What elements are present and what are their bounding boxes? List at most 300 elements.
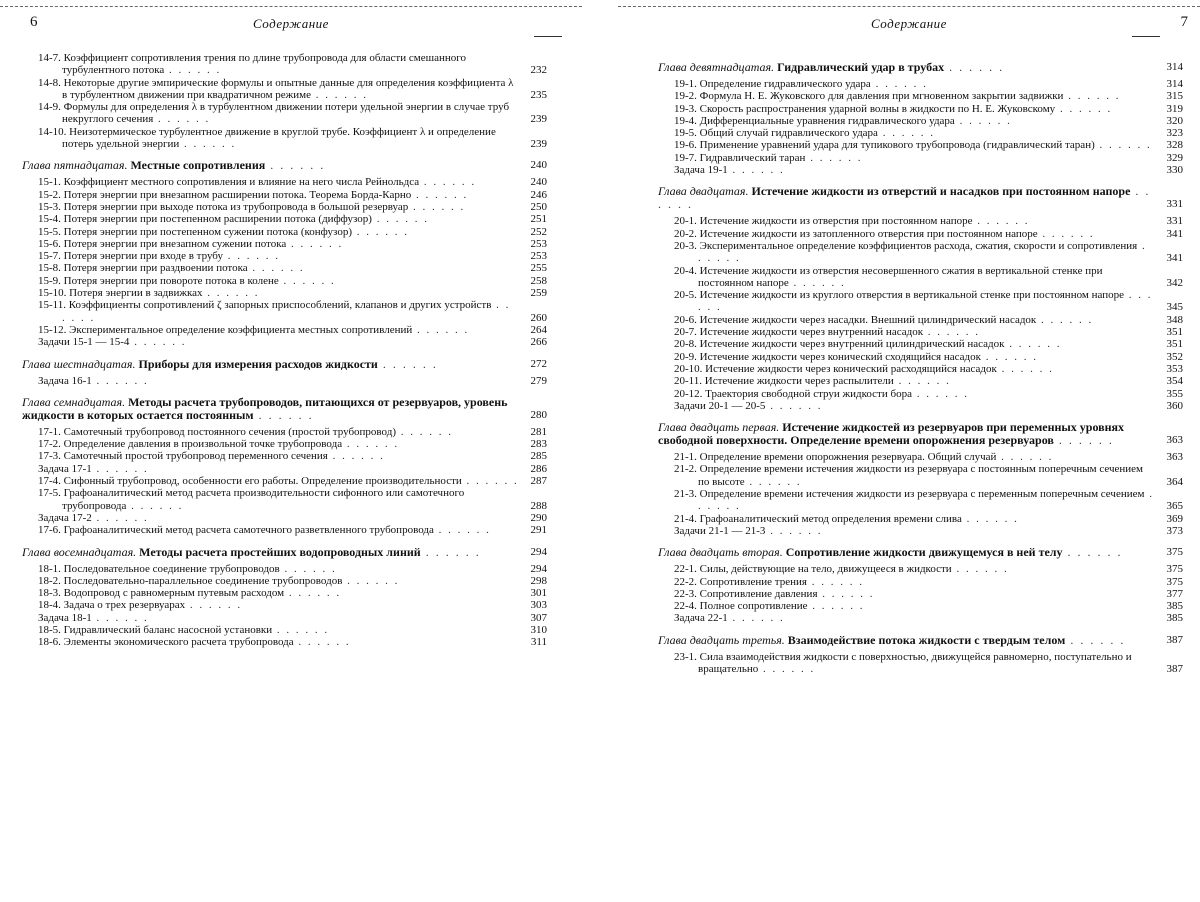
- section-number: 17-6.: [38, 524, 61, 537]
- section-title: Формула Н. Е. Жуковского для давления при мгновенном закрытии задвижки: [699, 90, 1064, 103]
- chapter-heading[interactable]: [658, 634, 1183, 647]
- toc-entry[interactable]: [22, 213, 547, 225]
- task-entry[interactable]: [658, 612, 1183, 624]
- section-title: Коэффициент сопротивления трения по длине трубопровода для области смешанного турбулентного потока: [62, 52, 466, 77]
- section-number: 15-8.: [38, 262, 61, 275]
- chapter-heading[interactable]: [22, 358, 547, 371]
- section-number: 18-4.: [38, 599, 61, 612]
- toc-page-number: 364: [1166, 475, 1183, 488]
- toc-page-number: 353: [1166, 362, 1183, 375]
- toc-page-number: 294: [530, 562, 547, 575]
- chapter-label: Глава пятнадцатая.: [22, 158, 128, 173]
- toc-entry[interactable]: [658, 513, 1183, 525]
- toc-page-number: 320: [1166, 114, 1183, 127]
- toc-entry[interactable]: [658, 152, 1183, 164]
- section-number: 20-9.: [674, 350, 697, 363]
- section-number: 19-3.: [674, 102, 697, 115]
- section-title: Элементы экономического расчета трубопровода: [63, 636, 294, 649]
- leader-dots: . . . . . .: [727, 612, 785, 625]
- toc-page-number: 283: [530, 438, 547, 451]
- section-title: Общий случай гидравлического удара: [699, 127, 878, 140]
- toc-entry[interactable]: [658, 338, 1183, 350]
- section-number: 19-6.: [674, 139, 697, 152]
- chapter-heading[interactable]: [658, 61, 1183, 74]
- toc-entry[interactable]: [22, 275, 547, 287]
- toc-entry[interactable]: [22, 250, 547, 262]
- toc-entry[interactable]: [658, 588, 1183, 600]
- leader-dots: . . . . . .: [658, 184, 1151, 212]
- toc-entry[interactable]: [22, 636, 547, 648]
- section-title: Потеря энергии при постепенном расширении потока (диффузор): [63, 213, 372, 226]
- toc-entry[interactable]: [658, 228, 1183, 240]
- section-number: 21-4.: [674, 512, 697, 525]
- section-number: 19-2.: [674, 90, 697, 103]
- toc-entry[interactable]: [22, 487, 547, 512]
- task-title: Задача 18-1: [38, 611, 92, 624]
- section-title: Применение уравнений удара для тупикового трубопровода (гидравлический таран): [699, 139, 1095, 152]
- section-title: Истечение жидкости через внутренний насадок: [699, 326, 924, 339]
- toc-entry[interactable]: [22, 324, 547, 336]
- toc-page-number: 363: [1166, 434, 1183, 447]
- section-title: Задача о трех резервуарах: [63, 599, 186, 612]
- toc-entry[interactable]: [658, 363, 1183, 375]
- section-title: Неизотермическое турбулентное движение в круглой трубе. Коэффициент λ и определение потерь удельной энергии: [62, 125, 496, 151]
- section-number: 20-4.: [674, 264, 697, 277]
- toc-page-number: 354: [1166, 375, 1183, 388]
- toc-entry[interactable]: [22, 189, 547, 201]
- section-title: Потеря энергии в задвижках: [69, 287, 203, 300]
- section-number: 15-11.: [38, 299, 67, 312]
- toc-page-number: 331: [1166, 198, 1183, 211]
- toc-entry[interactable]: [658, 651, 1183, 676]
- chapter-heading[interactable]: [22, 546, 547, 559]
- toc-list-right: [658, 52, 1183, 675]
- toc-entry[interactable]: [22, 226, 547, 238]
- leader-dots: . . . . . .: [278, 274, 336, 287]
- task-entry[interactable]: [658, 525, 1183, 537]
- toc-entry[interactable]: [658, 351, 1183, 363]
- leader-dots: . . . . . .: [272, 623, 330, 636]
- toc-page-number: 363: [1166, 451, 1183, 464]
- toc-entry[interactable]: [658, 103, 1183, 115]
- leader-dots: . . . . . .: [805, 151, 863, 164]
- toc-entry[interactable]: [22, 287, 547, 299]
- header-mark: [534, 36, 562, 37]
- toc-entry[interactable]: [22, 299, 547, 324]
- section-title: Последовательное соединение трубопроводов: [63, 562, 280, 575]
- page-number: 6: [30, 14, 38, 30]
- section-number: 18-3.: [38, 587, 61, 600]
- section-title: Графоаналитический метод расчета производительности сифонного или самотечного трубопровода: [62, 487, 465, 512]
- toc-page-number: 298: [530, 574, 547, 587]
- task-entry[interactable]: [22, 463, 547, 475]
- leader-dots: . . . . . .: [954, 114, 1012, 127]
- section-number: 19-4.: [674, 114, 697, 127]
- toc-entry[interactable]: [22, 77, 547, 102]
- section-number: 18-2.: [38, 574, 61, 587]
- toc-page-number: 255: [530, 262, 547, 275]
- section-title: Водопровод с равномерным путевым расходом: [63, 587, 285, 600]
- section-title: Полное сопротивление: [699, 600, 808, 613]
- toc-entry[interactable]: [658, 115, 1183, 127]
- section-number: 15-4.: [38, 213, 61, 226]
- chapter-title: Приборы для измерения расходов жидкости: [138, 356, 378, 371]
- toc-entry[interactable]: [658, 78, 1183, 90]
- toc-entry[interactable]: [22, 587, 547, 599]
- task-title: Задачи 15-1 — 15-4: [38, 336, 130, 349]
- section-number: 19-7.: [674, 151, 697, 164]
- task-title: Задачи 21-1 — 21-3: [674, 524, 766, 537]
- leader-dots: . . . . . .: [727, 164, 785, 177]
- toc-entry[interactable]: [658, 314, 1183, 326]
- leader-dots: . . . . . .: [327, 450, 385, 463]
- toc-page-number: 323: [1166, 127, 1183, 140]
- section-number: 15-7.: [38, 250, 61, 263]
- toc-page-number: 328: [1166, 139, 1183, 152]
- toc-page-number: 314: [1166, 78, 1183, 90]
- section-number: 20-2.: [674, 227, 697, 240]
- leader-dots: . . . . . .: [222, 250, 280, 263]
- leader-dots: . . . . . .: [164, 64, 222, 77]
- toc-entry[interactable]: [658, 265, 1183, 290]
- toc-page-number: 240: [530, 176, 547, 189]
- section-title: Сила взаимодействия жидкости с поверхностью, движущейся равномерно, поступательно и вращательно: [698, 650, 1132, 675]
- left-page: [0, 0, 582, 902]
- section-title: Истечение жидкости через внутренний цилиндрический насадок: [699, 338, 1005, 351]
- toc-page-number: 369: [1166, 512, 1183, 525]
- toc-page-number: 280: [530, 408, 547, 421]
- toc-entry[interactable]: [22, 238, 547, 250]
- toc-entry[interactable]: [658, 600, 1183, 612]
- leader-dots: . . . . . .: [396, 425, 453, 438]
- leader-dots: . . . . . .: [185, 599, 243, 612]
- toc-page-number: 303: [530, 599, 547, 612]
- leader-dots: . . . . . .: [1004, 338, 1062, 351]
- toc-page-number: 342: [1166, 276, 1183, 289]
- toc-page-number: 314: [1166, 61, 1183, 73]
- toc-page-number: 375: [1166, 546, 1183, 559]
- leader-dots: . . . . . .: [129, 336, 187, 349]
- section-number: 22-3.: [674, 587, 697, 600]
- toc-page-number: 311: [530, 636, 547, 649]
- section-title: Коэффициенты сопротивлений ζ запорных приспособлений, клапанов и других устройств: [68, 299, 492, 312]
- toc-entry[interactable]: [658, 289, 1183, 314]
- chapter-heading[interactable]: [658, 185, 1183, 211]
- leader-dots: . . . . . .: [806, 575, 864, 588]
- leader-dots: . . . . . .: [1037, 227, 1095, 240]
- toc-list-left: [22, 52, 547, 649]
- toc-entry[interactable]: [658, 576, 1183, 588]
- toc-page-number: 352: [1166, 350, 1183, 363]
- leader-dots: . . . . . .: [461, 475, 519, 488]
- toc-page-number: 348: [1166, 313, 1183, 326]
- toc-page-number: 291: [530, 524, 547, 537]
- leader-dots: . . . . . .: [996, 362, 1054, 375]
- chapter-title: Истечение жидкости из отверстий и насадков при постоянном напоре: [751, 184, 1131, 199]
- toc-page-number: 387: [1166, 633, 1183, 646]
- toc-entry[interactable]: [658, 326, 1183, 338]
- task-entry[interactable]: [658, 400, 1183, 412]
- toc-entry[interactable]: [658, 90, 1183, 102]
- toc-entry[interactable]: [22, 438, 547, 450]
- toc-page-number: 355: [1166, 387, 1183, 400]
- toc-page-number: 310: [530, 623, 547, 636]
- toc-page-number: 266: [530, 336, 547, 349]
- section-title: Графоаналитический метод расчета самотечного разветвленного трубопровода: [63, 524, 434, 537]
- chapter-title: Взаимодействие потока жидкости с твердым телом: [787, 632, 1066, 647]
- leader-dots: . . . . . .: [179, 138, 237, 151]
- toc-page-number: 341: [1166, 252, 1183, 265]
- task-entry[interactable]: [22, 375, 547, 387]
- toc-entry[interactable]: [22, 475, 547, 487]
- leader-dots: . . . . . .: [377, 356, 438, 371]
- section-number: 15-10.: [38, 287, 67, 300]
- section-number: 20-6.: [674, 313, 697, 326]
- running-header: [0, 14, 582, 36]
- toc-page-number: 341: [1166, 227, 1183, 240]
- section-number: 14-9.: [38, 101, 61, 114]
- leader-dots: . . . . . .: [202, 287, 260, 300]
- section-title: Потеря энергии при внезапном сужении потока: [63, 237, 287, 250]
- section-number: 18-5.: [38, 623, 61, 636]
- toc-page-number: 351: [1166, 338, 1183, 351]
- section-number: 22-1.: [674, 563, 697, 576]
- chapter-heading[interactable]: [22, 396, 547, 422]
- toc-page-number: 286: [530, 462, 547, 475]
- leader-dots: . . . . . .: [765, 524, 823, 537]
- leader-dots: . . . . . .: [1053, 433, 1114, 448]
- section-number: 15-3.: [38, 200, 61, 213]
- right-page: [618, 0, 1200, 902]
- leader-dots: . . . . . .: [807, 600, 865, 613]
- leader-dots: . . . . . .: [247, 262, 305, 275]
- toc-entry[interactable]: [658, 240, 1183, 265]
- toc-page-number: 387: [1166, 662, 1183, 675]
- leader-dots: . . . . . .: [279, 562, 337, 575]
- section-number: 22-2.: [674, 575, 697, 588]
- leader-dots: . . . . . .: [698, 239, 1147, 265]
- task-title: Задача 17-1: [38, 462, 92, 475]
- leader-dots: . . . . . .: [411, 188, 469, 201]
- leader-dots: . . . . . .: [698, 488, 1154, 513]
- section-title: Потеря энергии при постепенном сужении потока (конфузор): [63, 225, 352, 238]
- chapter-label: Глава восемнадцатая.: [22, 544, 137, 559]
- chapter-title: Сопротивление жидкости движущемуся в ней телу: [785, 545, 1063, 560]
- running-header: [618, 14, 1200, 36]
- section-number: 21-2.: [674, 463, 697, 476]
- toc-entry[interactable]: [22, 201, 547, 213]
- toc-entry[interactable]: [658, 463, 1183, 488]
- chapter-heading[interactable]: [658, 421, 1183, 447]
- section-title: Формулы для определения λ в турбулентном движении потери удельной энергии в случае труб некруглого сечения: [62, 101, 510, 126]
- task-title: Задача 22-1: [674, 612, 728, 625]
- section-title: Потеря энергии при повороте потока в колене: [63, 274, 279, 287]
- toc-page-number: 385: [1166, 600, 1183, 613]
- section-title: Потеря энергии при раздвоении потока: [63, 262, 248, 275]
- leader-dots: . . . . . .: [1063, 90, 1121, 103]
- section-title: Потеря энергии при входе в трубу: [63, 250, 223, 263]
- section-title: Гидравлический баланс насосной установки: [63, 623, 273, 636]
- section-title: Истечение жидкости через распылители: [704, 375, 894, 388]
- chapter-label: Глава девятнадцатая.: [658, 60, 775, 74]
- leader-dots: . . . . . .: [1055, 102, 1113, 115]
- toc-entry[interactable]: [658, 563, 1183, 575]
- chapter-title: Методы расчета трубопроводов, питающихся от резервуаров, уровень жидкости в которых остается постоянным: [22, 394, 508, 422]
- toc-entry[interactable]: [22, 450, 547, 462]
- task-title: Задача 16-1: [38, 374, 92, 387]
- section-title: Экспериментальное определение коэффициентов расхода, сжатия, скорости и сопротивления: [699, 239, 1138, 252]
- toc-page-number: 294: [530, 545, 547, 558]
- section-number: 20-11.: [674, 375, 703, 388]
- toc-page-number: 259: [530, 287, 547, 300]
- leader-dots: . . . . . .: [371, 213, 429, 226]
- toc-page-number: 301: [530, 587, 547, 600]
- top-rule: [618, 6, 1200, 7]
- toc-page-number: 331: [1166, 215, 1183, 228]
- toc-entry[interactable]: [658, 451, 1183, 463]
- leader-dots: . . . . . .: [342, 574, 400, 587]
- section-title: Истечение жидкости через конический сходящийся насадок: [699, 350, 981, 363]
- section-number: 19-5.: [674, 127, 697, 140]
- leader-dots: . . . . . .: [351, 225, 409, 238]
- toc-entry[interactable]: [22, 599, 547, 611]
- toc-entry[interactable]: [658, 388, 1183, 400]
- section-number: 18-6.: [38, 636, 61, 649]
- leader-dots: . . . . . .: [911, 387, 969, 400]
- toc-page-number: 285: [530, 450, 547, 463]
- leader-dots: . . . . . .: [788, 276, 846, 289]
- section-number: 14-10.: [38, 125, 67, 138]
- leader-dots: . . . . . .: [419, 176, 477, 189]
- toc-page-number: 315: [1166, 90, 1183, 103]
- section-title: Истечение жидкости из круглого отверстия в вертикальной стенке при постоянном напоре: [699, 289, 1124, 302]
- leader-dots: . . . . . .: [980, 350, 1038, 363]
- toc-entry[interactable]: [658, 375, 1183, 387]
- task-entry[interactable]: [22, 336, 547, 348]
- toc-entry[interactable]: [658, 488, 1183, 513]
- toc-entry[interactable]: [22, 176, 547, 188]
- toc-entry[interactable]: [22, 126, 547, 151]
- section-number: 17-1.: [38, 425, 61, 438]
- toc-entry[interactable]: [22, 624, 547, 636]
- leader-dots: . . . . . .: [126, 499, 184, 512]
- toc-page-number: 232: [530, 64, 547, 77]
- toc-page-number: 365: [1166, 500, 1183, 513]
- leader-dots: . . . . . .: [698, 289, 1153, 314]
- section-number: 15-5.: [38, 225, 61, 238]
- leader-dots: . . . . . .: [433, 524, 491, 537]
- chapter-heading[interactable]: [22, 159, 547, 172]
- page-number: 7: [1180, 14, 1188, 30]
- leader-dots: . . . . . .: [153, 113, 211, 126]
- toc-page-number: 329: [1166, 151, 1183, 164]
- section-number: 14-8.: [38, 76, 61, 89]
- toc-page-number: 290: [530, 511, 547, 524]
- toc-page-number: 250: [530, 200, 547, 213]
- section-title: Некоторые другие эмпирические формулы и опытные данные для определения коэффициента λ в турбулентном движении при квадратичном режиме: [62, 76, 514, 101]
- section-title: Самотечный простой трубопровод переменного сечения: [63, 450, 328, 463]
- section-number: 17-4.: [38, 475, 61, 488]
- toc-page-number: 258: [530, 274, 547, 287]
- toc-page-number: 330: [1166, 164, 1183, 177]
- toc-entry[interactable]: [22, 101, 547, 126]
- section-title: Определение давления в произвольной точке трубопровода: [63, 438, 343, 451]
- toc-page-number: 287: [530, 475, 547, 488]
- section-number: 20-1.: [674, 215, 697, 228]
- section-number: 21-3.: [674, 488, 697, 501]
- section-title: Истечение жидкости через насадки. Внешний цилиндрический насадок: [699, 313, 1037, 326]
- leader-dots: . . . . . .: [923, 326, 981, 339]
- toc-page-number: 307: [530, 611, 547, 624]
- section-title: Истечение жидкости через конический расходящийся насадок: [705, 362, 997, 375]
- toc-entry[interactable]: [658, 139, 1183, 151]
- section-title: Истечение жидкости из затопленного отверстия при постоянном напоре: [699, 227, 1038, 240]
- toc-entry[interactable]: [658, 215, 1183, 227]
- task-entry[interactable]: [658, 164, 1183, 176]
- chapter-label: Глава двадцать третья.: [658, 632, 785, 647]
- leader-dots: . . . . . .: [817, 587, 875, 600]
- section-number: 15-2.: [38, 188, 61, 201]
- section-title: Определение времени истечения жидкости из резервуара с переменным поперечным сечением: [699, 488, 1145, 501]
- leader-dots: . . . . . .: [951, 563, 1009, 576]
- toc-page-number: 260: [530, 311, 547, 324]
- leader-dots: . . . . . .: [342, 438, 400, 451]
- toc-entry[interactable]: [22, 262, 547, 274]
- leader-dots: . . . . . .: [944, 60, 1005, 74]
- leader-dots: . . . . . .: [877, 127, 935, 140]
- toc-page-number: 319: [1166, 102, 1183, 115]
- section-number: 15-1.: [38, 176, 61, 189]
- section-title: Сифонный трубопровод, особенности его работы. Определение производительности: [63, 475, 462, 488]
- toc-page-number: 375: [1166, 563, 1183, 576]
- chapter-label: Глава двадцать первая.: [658, 420, 780, 435]
- toc-page-number: 373: [1166, 524, 1183, 537]
- section-number: 21-1.: [674, 451, 697, 464]
- leader-dots: . . . . . .: [286, 237, 344, 250]
- toc-entry[interactable]: [22, 575, 547, 587]
- section-title: Определение гидравлического удара: [699, 78, 871, 90]
- toc-entry[interactable]: [658, 127, 1183, 139]
- section-number: 17-3.: [38, 450, 61, 463]
- section-number: 23-1.: [674, 650, 697, 663]
- section-title: Определение времени опорожнения резервуара. Общий случай: [699, 451, 997, 464]
- section-number: 19-1.: [674, 78, 697, 90]
- section-title: Силы, действующие на тело, движущееся в жидкости: [699, 563, 952, 576]
- toc-page-number: 288: [530, 499, 547, 512]
- task-entry[interactable]: [22, 512, 547, 524]
- leader-dots: . . . . . .: [1036, 313, 1094, 326]
- toc-page-number: 239: [530, 138, 547, 151]
- toc-page-number: 240: [530, 159, 547, 172]
- section-title: Траектория свободной струи жидкости бора: [705, 387, 912, 400]
- toc-entry[interactable]: [22, 524, 547, 536]
- header-mark: [1132, 36, 1160, 37]
- leader-dots: . . . . . .: [1094, 139, 1152, 152]
- task-entry[interactable]: [22, 612, 547, 624]
- chapter-heading[interactable]: [658, 546, 1183, 559]
- toc-page-number: 279: [530, 374, 547, 387]
- toc-entry[interactable]: [22, 426, 547, 438]
- section-title: Истечение жидкости из отверстия несовершенного сжатия в вертикальной стенке при постоянном напоре: [698, 264, 1103, 289]
- toc-entry[interactable]: [22, 563, 547, 575]
- leader-dots: . . . . . .: [972, 215, 1030, 228]
- leader-dots: . . . . . .: [91, 462, 149, 475]
- leader-dots: . . . . . .: [420, 544, 481, 559]
- toc-page-number: 281: [530, 425, 547, 438]
- toc-entry[interactable]: [22, 52, 547, 77]
- leader-dots: . . . . . .: [1065, 632, 1126, 647]
- leader-dots: . . . . . .: [408, 200, 466, 213]
